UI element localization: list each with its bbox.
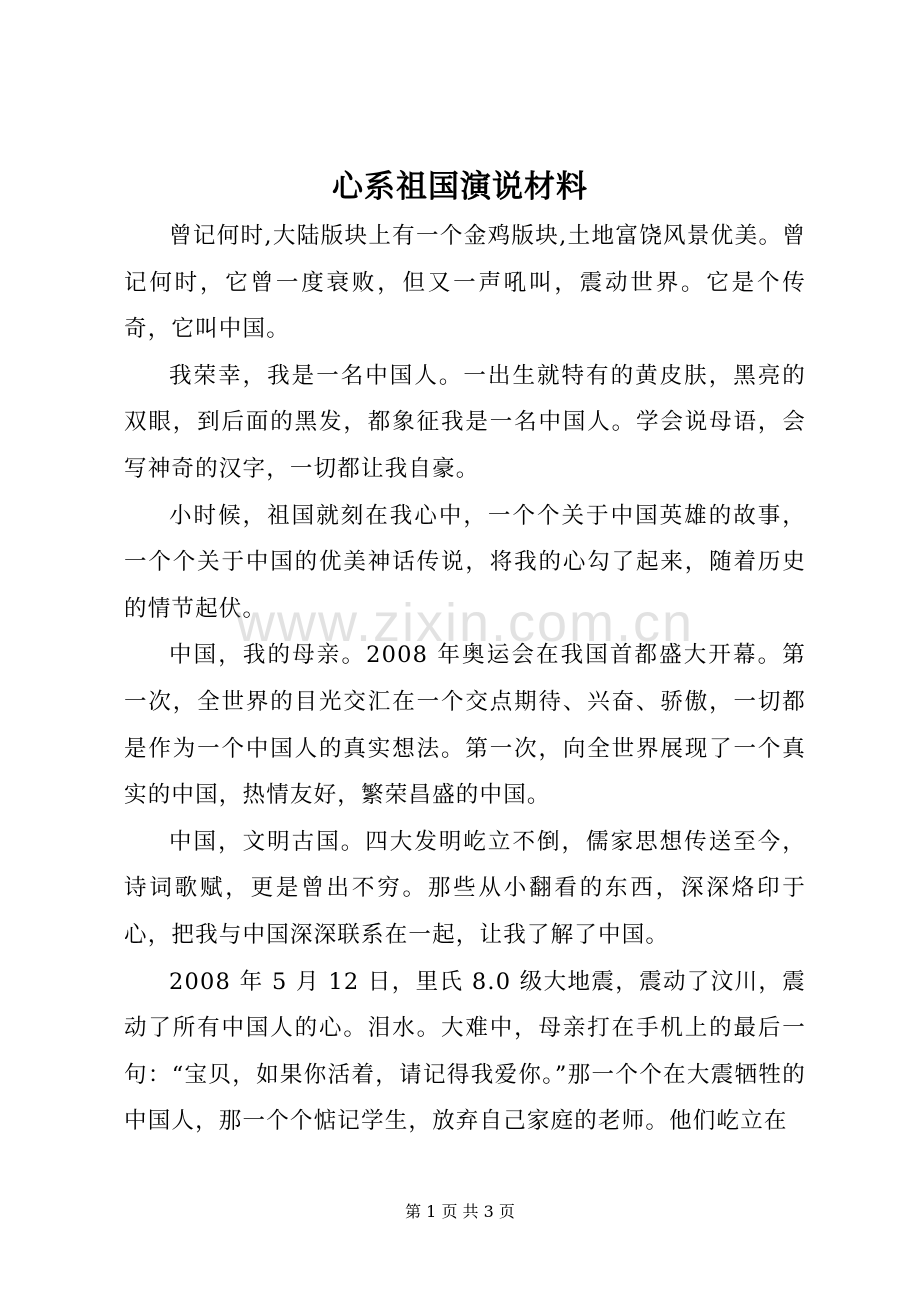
- paragraph-4: 中国，我的母亲。2008 年奥运会在我国首都盛大开幕。第一次，全世界的目光交汇在一个交点期待、兴奋、骄傲，一切都是作为一个中国人的真实想法。第一次，向全世界展现了一个真实的中国，热情友好，繁荣昌盛的中国。: [124, 642, 806, 809]
- paragraph-1: 曾记何时,大陆版块上有一个金鸡版块,土地富饶风景优美。曾记何时，它曾一度衰败，但又一声吼叫，震动世界。它是个传奇，它叫中国。: [124, 223, 806, 343]
- document-title: 心系祖国演说材料: [332, 169, 588, 205]
- paragraph-3: 小时候，祖国就刻在我心中，一个个关于中国英雄的故事，一个个关于中国的优美神话传说，将我的心勾了起来，随着历史的情节起伏。: [124, 502, 806, 622]
- watermark: www.zixin.com.cn: [235, 593, 695, 653]
- document-body: [124, 213, 806, 1145]
- page-footer: 第 1 页 共 3 页: [405, 1202, 515, 1221]
- paragraph-6: 2008 年 5 月 12 日，里氏 8.0 级大地震，震动了汶川，震动了所有中国人的心。泪水。大难中，母亲打在手机上的最后一句：“宝贝，如果你活着，请记得我爱你。”那一个个在大震牺牲的中国人，那一个个惦记学生，放弃自己家庭的老师。他们屹立在: [124, 968, 806, 1135]
- paragraph-2: 我荣幸，我是一名中国人。一出生就特有的黄皮肤，黑亮的双眼，到后面的黑发，都象征我是一名中国人。学会说母语，会写神奇的汉字，一切都让我自豪。: [124, 362, 806, 482]
- paragraph-5: 中国，文明古国。四大发明屹立不倒，儒家思想传送至今，诗词歌赋，更是曾出不穷。那些从小翻看的东西，深深烙印于心，把我与中国深深联系在一起，让我了解了中国。: [124, 828, 806, 948]
